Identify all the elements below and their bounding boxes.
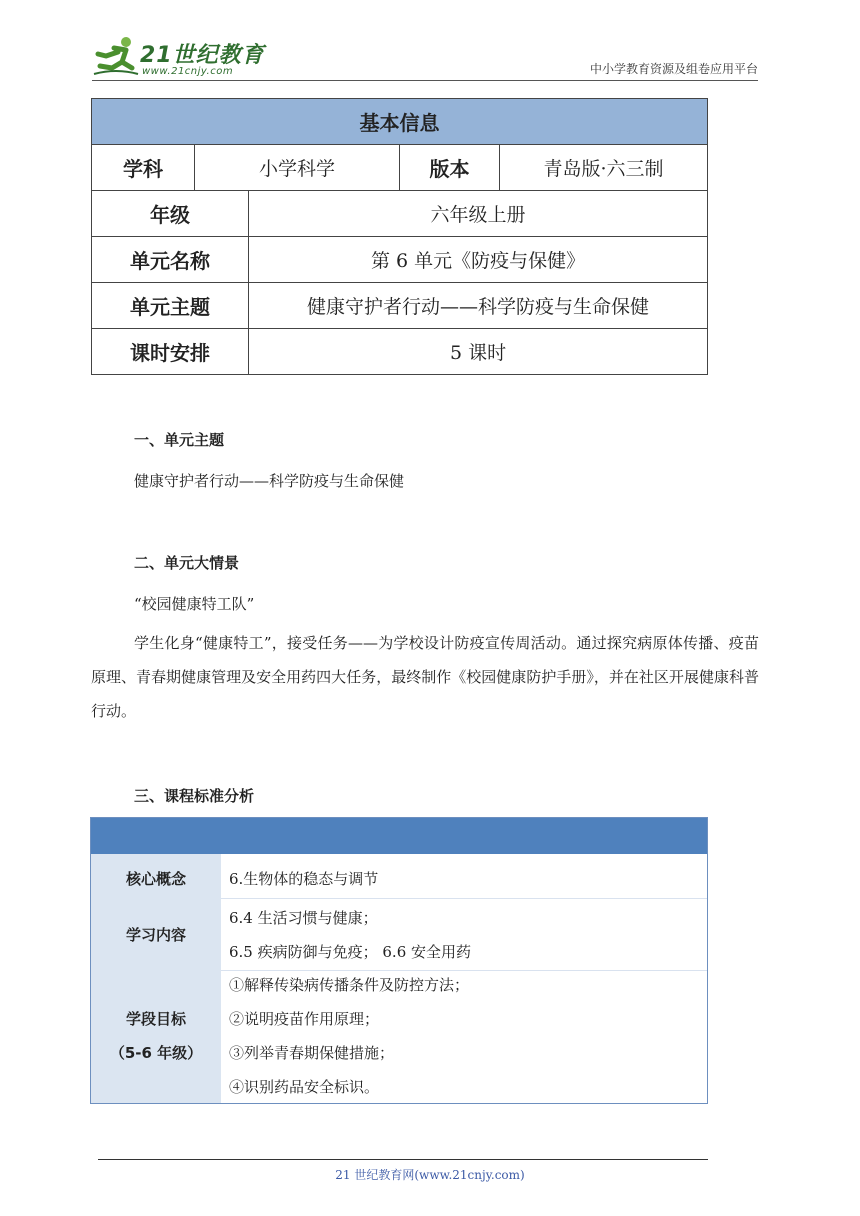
grade-value: 六年级上册 — [249, 191, 708, 237]
row-divider — [221, 970, 707, 971]
runner-logo-icon — [92, 34, 140, 80]
section-title-unit-theme: 一、单元主题 — [134, 431, 225, 449]
grade-label: 年级 — [92, 191, 249, 237]
stage-goal-label: 学段目标 — [125, 1010, 186, 1028]
core-concept-label: 核心概念 — [125, 870, 186, 888]
logo-subtext: www.21cnjy.com — [142, 66, 234, 77]
section-title-curriculum-standards: 三、课程标准分析 — [134, 787, 255, 805]
goal-item: ①解释传染病传播条件及防控方法； — [229, 976, 470, 994]
standards-table-header — [91, 818, 707, 854]
core-concept-value: 6.生物体的稳态与调节 — [229, 870, 379, 888]
unit-theme-text: 健康守护者行动——科学防疫与生命保健 — [134, 472, 405, 490]
unit-theme-value: 健康守护者行动——科学防疫与生命保健 — [249, 283, 708, 329]
section-title-unit-scenario: 二、单元大情景 — [134, 554, 240, 572]
edition-value: 青岛版·六三制 — [500, 145, 708, 191]
scenario-paragraph: 学生化身“健康特工”，接受任务——为学校设计防疫宣传周活动。通过探究病原体传播、疫苗原理、青春期健康管理及安全用药四大任务，最终制作《校园健康防护手册》，并在社区开展健康科普行动。 — [91, 634, 759, 720]
edition-label: 版本 — [400, 145, 500, 191]
logo[interactable] — [92, 34, 265, 80]
unit-theme-label: 单元主题 — [92, 283, 249, 329]
standards-label-column — [91, 854, 221, 1103]
scenario-quote: “校园健康特工队” — [134, 595, 255, 613]
goal-item: ③列举青春期保健措施； — [229, 1044, 395, 1062]
header-platform-text: 中小学教育资源及组卷应用平台 — [589, 62, 758, 76]
subject-label: 学科 — [92, 145, 195, 191]
schedule-value: 5 课时 — [249, 329, 708, 375]
learning-content-line-1: 6.4 生活习惯与健康； — [229, 909, 378, 927]
curriculum-standards-table — [90, 817, 708, 1104]
logo-text: 21世纪教育 — [140, 43, 265, 68]
unit-name-label: 单元名称 — [92, 237, 249, 283]
subject-value: 小学科学 — [195, 145, 400, 191]
basic-info-table — [91, 98, 708, 375]
learning-content-line-2: 6.5 疾病防御与免疫； 6.6 安全用药 — [229, 943, 472, 961]
unit-name-value: 第 6 单元《防疫与保健》 — [249, 237, 708, 283]
footer-link[interactable]: 21 世纪教育网(www.21cnjy.com) — [335, 1168, 525, 1182]
footer-divider — [98, 1159, 708, 1160]
goal-item: ②说明疫苗作用原理； — [229, 1010, 380, 1028]
goal-item: ④识别药品安全标识。 — [229, 1078, 380, 1096]
learning-content-label: 学习内容 — [125, 926, 186, 944]
page-header — [92, 34, 758, 80]
header-divider — [92, 80, 758, 81]
schedule-label: 课时安排 — [92, 329, 249, 375]
table-title: 基本信息 — [92, 99, 708, 145]
stage-goal-grade-label: （5-6 年级） — [109, 1044, 203, 1062]
row-divider — [221, 898, 707, 899]
